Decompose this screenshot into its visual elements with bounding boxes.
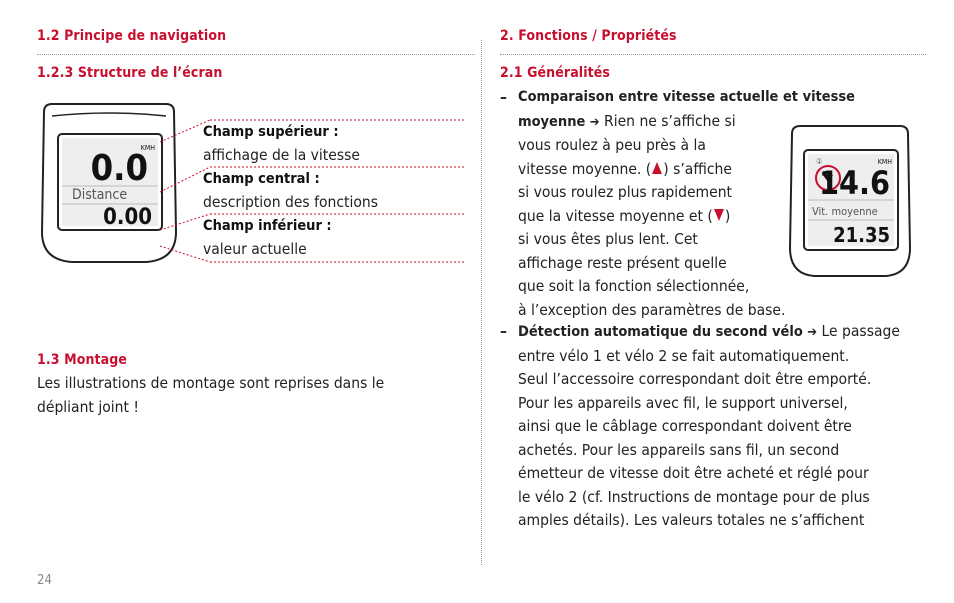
arrow-right-icon: ➔ (589, 114, 600, 130)
middle-field-label: Vit. moyenne (812, 205, 878, 218)
svg-text:①: ① (816, 157, 823, 166)
lower-field-value: 21.35 (833, 223, 890, 247)
callout-upper-text: affichage de la vitesse (203, 146, 360, 164)
column-divider (481, 40, 482, 565)
arrow-right-icon: ➔ (807, 325, 818, 340)
unit-label: KMH (140, 144, 155, 152)
list-item-speed-comparison: Comparaison entre vitesse actuelle et vitesse moyenne ➔ Rien ne s’affiche si vous roulez à peu près à la vitesse moyenne. ( ) s’affiche si vous roulez plus rapidement que la vitesse moyenne et ( ) si vous êtes plus lent. Cet affichage reste présent quelle que soit la fonction sélectionnée, à l’exception des paramètres de base. (518, 89, 856, 319)
sub-heading-screen-structure: 1.2.3 Structure de l’écran (37, 65, 223, 81)
speed-readout: 0.0 (90, 148, 148, 189)
triangle-down-icon (713, 208, 725, 222)
middle-field-label: Distance (72, 187, 128, 203)
list-dash: – (500, 322, 507, 340)
list-dash: – (500, 88, 507, 106)
divider (500, 54, 926, 55)
divider (37, 54, 475, 55)
callout-upper-title: Champ supérieur : (203, 124, 339, 140)
bike-computer-average-speed-illustration (786, 124, 914, 278)
callout-lower-title: Champ inférieur : (203, 218, 332, 234)
section-heading-navigation: 1.2 Principe de navigation (37, 28, 227, 44)
callout-lower-text: valeur actuelle (203, 240, 307, 258)
montage-text: Les illustrations de montage sont reprises dans le dépliant joint ! (37, 374, 385, 416)
lower-field-value: 0.00 (103, 205, 152, 230)
triangle-up-icon (651, 161, 663, 175)
callout-central-title: Champ central : (203, 171, 320, 187)
callout-central-text: description des fonctions (203, 193, 379, 211)
unit-label: KMH (877, 158, 892, 166)
upper-field (91, 144, 156, 189)
section-heading-montage: 1.3 Montage (37, 352, 128, 368)
section-heading-functions: 2. Fonctions / Propriétés (500, 28, 677, 44)
speed-readout: 14.6 (818, 164, 890, 202)
sub-heading-general: 2.1 Généralités (500, 65, 610, 81)
page-number: 24 (37, 573, 52, 588)
list-item-second-bike-detection: Détection automatique du second vélo ➔ Le passage entre vélo 1 et vélo 2 se fait automatiquement. Seul l’accessoire correspondant doit être emporté. Pour les appareils avec fil, le support universel, ainsi que le câblage correspondant doivent être achetés. Pour les appareils sans fil, un second émetteur de vitesse doit être acheté et réglé pour le vélo 2 (cf. Instructions de montage pour de plus amples détails). Les valeurs totales ne s’affichent (518, 322, 900, 529)
